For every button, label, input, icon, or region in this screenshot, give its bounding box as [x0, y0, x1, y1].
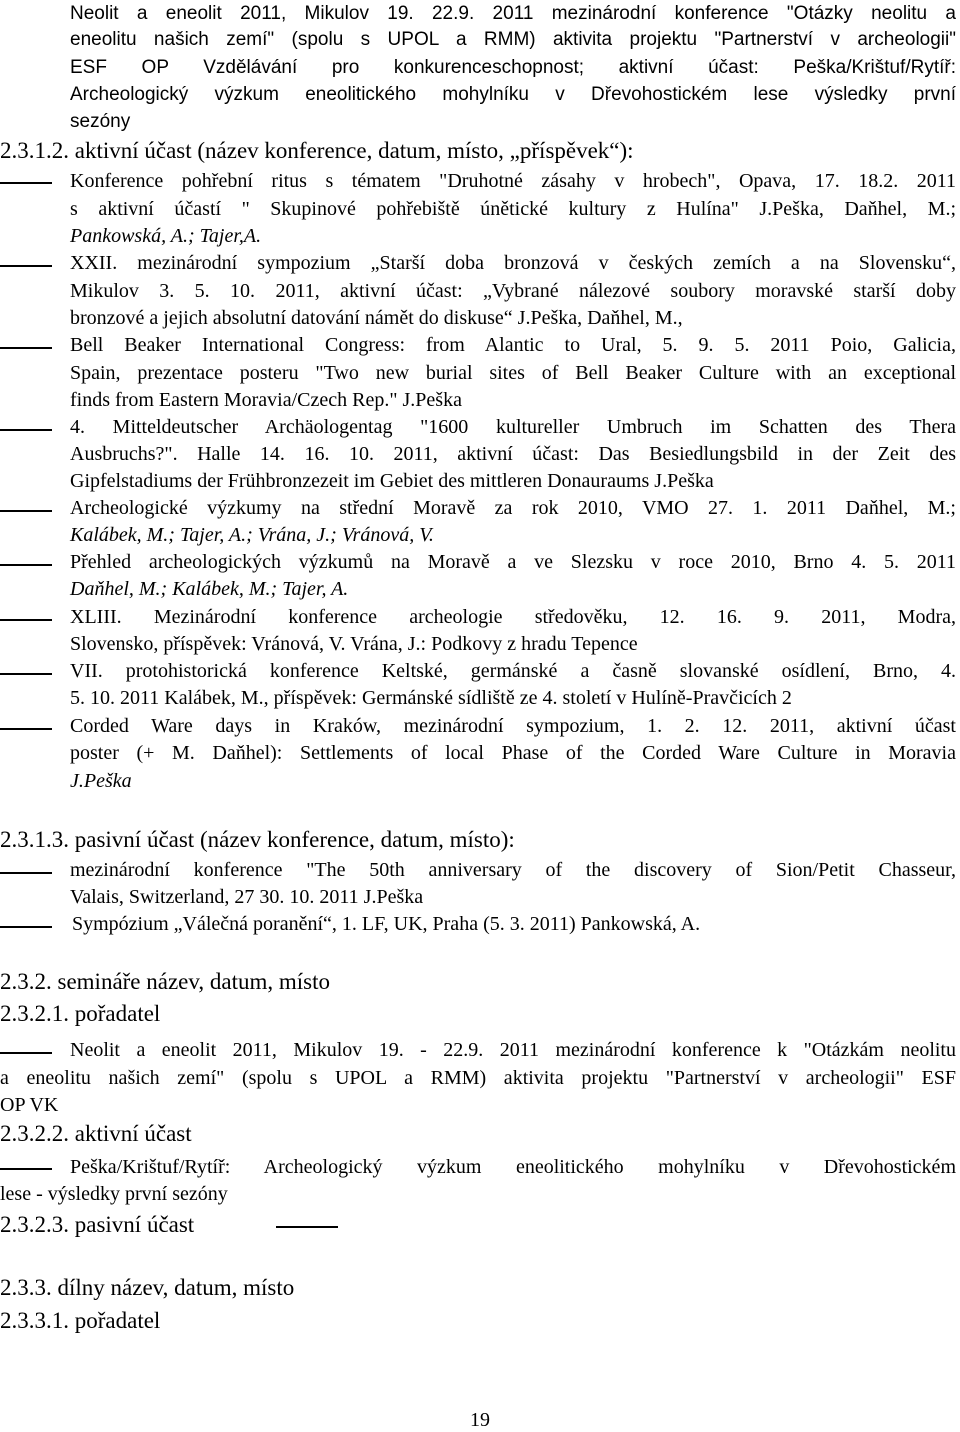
section-heading: 2.3.2.3. pasivní účast: [0, 1212, 195, 1237]
text-line: Bell Beaker International Congress: from Alantic to Ural, 5. 9. 5. 2011 Poio, Galicia,: [70, 334, 956, 356]
text-line: Spain, prezentace posteru "Two new burial sites of Bell Beaker Culture with an exceptional: [70, 362, 956, 384]
section-heading: 2.3.1.2. aktivní účast (název konference, datum, místo, „příspěvek“):: [0, 138, 634, 163]
text-line: Kalábek, M.; Tajer, A.; Vrána, J.; Vránová, V.: [70, 524, 434, 546]
text-line: mezinárodní konference "The 50th anniversary of the discovery of Sion/Petit Chasseur,: [70, 859, 956, 881]
dash-marker: [0, 265, 52, 267]
section-heading: 2.3.2.1. pořadatel: [0, 1001, 161, 1026]
text-line: Ausbruchs?". Halle 14. 16. 10. 2011, aktivní účast: Das Besiedlungsbild in der Zeit des: [70, 443, 956, 465]
page-number: 19: [470, 1409, 490, 1431]
text-line: Neolit a eneolit 2011, Mikulov 19. 22.9. 2011 mezinárodní konference "Otázky neolitu a: [70, 3, 956, 24]
dash-marker: [0, 872, 52, 874]
text-line: Neolit a eneolit 2011, Mikulov 19. - 22.9. 2011 mezinárodní konference k "Otázkám neolitu: [70, 1039, 956, 1061]
dash-marker: [0, 926, 52, 928]
section-heading: 2.3.2.2. aktivní účast: [0, 1121, 192, 1146]
dash-marker: [0, 673, 52, 675]
text-line: Mikulov 3. 5. 10. 2011, aktivní účast: „Vybrané nálezové soubory moravské starší doby: [70, 280, 956, 302]
section-heading: 2.3.3.1. pořadatel: [0, 1308, 161, 1333]
text-line: Valais, Switzerland, 27 30. 10. 2011 J.Peška: [70, 886, 424, 908]
text-line: OP VK: [0, 1094, 59, 1116]
text-line: a eneolitu našich zemí" (spolu s UPOL a RMM) aktivita projektu "Partnerství v archeologii" ESF: [0, 1067, 956, 1089]
text-line: eneolitu našich zemí" (spolu s UPOL a RMM) aktivita projektu "Partnerství v archeologii": [70, 29, 956, 50]
dash-marker: [0, 564, 52, 566]
text-line: 4. Mitteldeutscher Archäologentag "1600 kultureller Umbruch im Schatten des Thera: [70, 416, 956, 438]
dash-marker: [0, 619, 52, 621]
text-line: s aktivní účastí " Skupinové pohřebiště únětické kultury z Hulína" J.Peška, Daňhel, M.;: [70, 198, 956, 220]
text-line: Slovensko, příspěvek: Vránová, V. Vrána, J.: Podkovy z hradu Tepence: [70, 633, 638, 655]
section-heading: 2.3.3. dílny název, datum, místo: [0, 1275, 295, 1300]
dash-marker: [0, 510, 52, 512]
dash-marker: [0, 182, 52, 184]
section-heading: 2.3.2. semináře název, datum, místo: [0, 969, 331, 994]
text-line: poster (+ M. Daňhel): Settlements of local Phase of the Corded Ware Culture in Moravia: [70, 742, 956, 764]
text-line: Přehled archeologických výzkumů na Moravě a ve Slezsku v roce 2010, Brno 4. 5. 2011: [70, 551, 956, 573]
dash-marker: [0, 728, 52, 730]
text-line: VII. protohistorická konference Keltské, germánské a časně slovanské osídlení, Brno, 4.: [70, 660, 956, 682]
text-line: finds from Eastern Moravia/Czech Rep." J.Peška: [70, 389, 462, 411]
text-line: J.Peška: [70, 770, 132, 792]
text-line: Archeologické výzkumy na střední Moravě za rok 2010, VMO 27. 1. 2011 Daňhel, M.;: [70, 497, 956, 519]
dash-marker: [0, 429, 52, 431]
text-line: Archeologický výzkum eneolitického mohylníku v Dřevohostickém lese výsledky první: [70, 84, 956, 105]
text-line: 5. 10. 2011 Kalábek, M., příspěvek: Germánské sídliště ze 4. století v Hulíně-Pravčicích 2: [70, 687, 792, 709]
text-line: XXII. mezinárodní sympozium „Starší doba bronzová v českých zemích a na Slovensku“,: [70, 252, 956, 274]
text-line: Pankowská, A.; Tajer,A.: [70, 225, 262, 247]
text-line: Peška/Krištuf/Rytíř: Archeologický výzkum eneolitického mohylníku v Dřevohostickém: [70, 1156, 956, 1178]
text-line: lese - výsledky první sezóny: [0, 1183, 228, 1205]
text-line: Corded Ware days in Kraków, mezinárodní sympozium, 1. 2. 12. 2011, aktivní účast: [70, 715, 956, 737]
section-heading: 2.3.1.3. pasivní účast (název konference, datum, místo):: [0, 827, 515, 852]
text-line: Konference pohřební ritus s tématem "Druhotné zásahy v hrobech", Opava, 17. 18.2. 2011: [70, 170, 956, 192]
dash-marker: [0, 1052, 52, 1054]
text-line: XLIII. Mezinárodní konference archeologie středověku, 12. 16. 9. 2011, Modra,: [70, 606, 956, 628]
dash-marker: [276, 1226, 338, 1228]
text-line: Gipfelstadiums der Frühbronzezeit im Gebiet des mittleren Donauraums J.Peška: [70, 470, 714, 492]
text-line: ESF OP Vzdělávání pro konkurenceschopnost; aktivní účast: Peška/Krištuf/Rytíř:: [70, 57, 956, 78]
text-line: Sympózium „Válečná poranění“, 1. LF, UK, Praha (5. 3. 2011) Pankowská, A.: [72, 913, 701, 935]
dash-marker: [0, 1168, 52, 1170]
text-line: bronzové a jejich absolutní datování námět do diskuse“ J.Peška, Daňhel, M.,: [70, 307, 683, 329]
text-line: sezóny: [70, 111, 131, 132]
text-line: Daňhel, M.; Kalábek, M.; Tajer, A.: [70, 578, 349, 600]
dash-marker: [0, 347, 52, 349]
